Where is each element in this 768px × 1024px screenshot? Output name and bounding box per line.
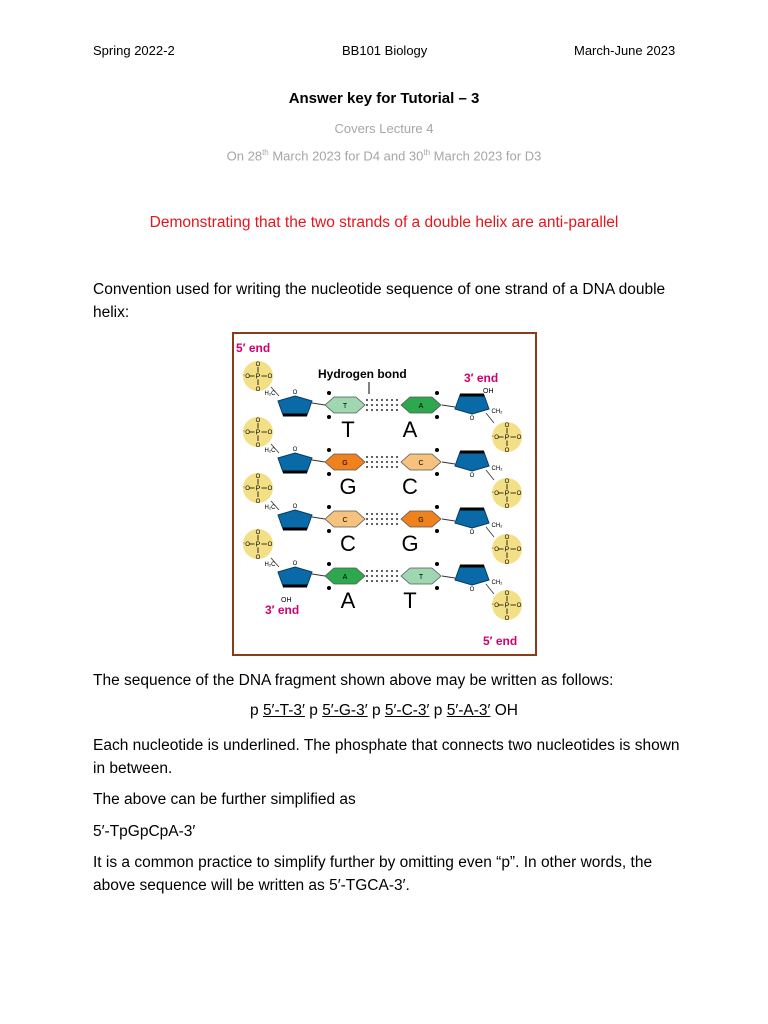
subtitle-lecture: Covers Lecture 4 (334, 121, 434, 136)
atom-dot-1a (327, 391, 331, 395)
atom-dot-4a (327, 562, 331, 566)
label-5-end-top: 5′ end (236, 341, 271, 355)
phosphate-right-4-o-left: ⁻O (491, 603, 499, 609)
big-letter-right-2: C (402, 474, 418, 499)
phosphate-left-3-o-right: O (267, 486, 273, 492)
base-right-1-letter: A (418, 403, 424, 410)
phosphate-right-1-p: P (504, 434, 510, 442)
label-h2c-4: H₂C (264, 562, 276, 568)
phosphate-right-2-o-right: O (516, 491, 522, 497)
phosphate-left-2-p: P (255, 429, 261, 437)
header-center: BB101 Biology (342, 43, 428, 58)
phosphate-left-4-o-top: O (255, 530, 261, 536)
convention-text: Convention used for writing the nucleotide sequence of one strand of a DNA double helix: (93, 281, 666, 321)
atom-dot-3c (435, 505, 439, 509)
sugar-right-o-4: O (469, 587, 475, 593)
phosphate-right-3-o-left: ⁻O (491, 547, 499, 553)
phosphate-right-2-p: P (504, 490, 510, 498)
big-letter-left-1: T (341, 417, 355, 442)
label-h2c-3: H₂C (264, 505, 276, 511)
label-3-end-top: 3′ end (464, 371, 499, 385)
phosphate-left-4-o-left: ⁻O (242, 542, 250, 548)
sugar-left-o-3: O (292, 504, 298, 510)
sugar-right-o-1: O (469, 416, 475, 422)
phosphate-right-2-o-left: ⁻O (491, 491, 499, 497)
phosphate-left-2-o-right: O (267, 430, 273, 436)
atom-dot-4b (327, 586, 331, 590)
phosphate-right-4-o-bottom: O (504, 616, 510, 622)
sequence-intro: The sequence of the DNA fragment shown above may be written as follows: (93, 672, 614, 689)
atom-dot-1d (435, 415, 439, 419)
phosphate-left-1-o-right: O (267, 374, 273, 380)
atom-dot-2b (327, 472, 331, 476)
big-letter-left-2: G (339, 474, 357, 499)
base-right-4-letter: T (418, 574, 424, 581)
sugar-right-o-3: O (469, 530, 475, 536)
base-right-3-letter: G (418, 517, 424, 524)
atom-dot-4d (435, 586, 439, 590)
label-oh-top: OH (483, 388, 494, 395)
subtitle-dates: On 28th March 2023 for D4 and 30th March 2023 for D3 (226, 148, 542, 164)
common-practice-text: It is a common practice to simplify further by omitting even “p”. In other words, the above sequence will be written as 5′-TGCA-3′. (93, 854, 653, 894)
phosphate-left-2-o-left: ⁻O (242, 430, 250, 436)
phosphate-right-4-o-top: O (504, 591, 510, 597)
phosphate-left-3-o-left: ⁻O (242, 486, 250, 492)
atom-dot-2a (327, 448, 331, 452)
phosphate-right-3-o-top: O (504, 535, 510, 541)
sugar-left-o-2: O (292, 447, 298, 453)
atom-dot-3a (327, 505, 331, 509)
base-right-2-letter: C (418, 460, 424, 467)
big-letter-left-3: C (340, 531, 356, 556)
label-hydrogen-bond: Hydrogen bond (318, 367, 407, 381)
label-3-end-bottom: 3′ end (265, 603, 300, 617)
label-ch2-4: CH₂ (491, 580, 503, 586)
atom-dot-2c (435, 448, 439, 452)
base-left-2-letter: G (342, 460, 348, 467)
phosphate-right-2-o-bottom: O (504, 504, 510, 510)
phosphate-left-3-o-top: O (255, 474, 261, 480)
phosphate-left-1-o-left: ⁻O (242, 374, 250, 380)
label-ch2-1: CH₂ (491, 409, 503, 415)
atom-dot-4c (435, 562, 439, 566)
phosphate-right-1-o-right: O (516, 435, 522, 441)
phosphate-left-2-o-bottom: O (255, 443, 261, 449)
label-h2c-1: H₂C (264, 391, 276, 397)
underline-explanation: Each nucleotide is underlined. The phosphate that connects two nucleotides is shown in between. (93, 737, 680, 777)
atom-dot-3b (327, 529, 331, 533)
atom-dot-1c (435, 391, 439, 395)
base-left-1-letter: T (342, 403, 348, 410)
phosphate-right-3-o-bottom: O (504, 560, 510, 566)
phosphate-right-1-o-top: O (504, 423, 510, 429)
sugar-left-o-1: O (292, 390, 298, 396)
phosphate-right-1-o-left: ⁻O (491, 435, 499, 441)
nucleotide-a: 5′-A-3′ (446, 702, 491, 719)
big-letter-right-3: G (401, 531, 419, 556)
phosphate-left-3-p: P (255, 485, 261, 493)
phosphate-left-2-o-top: O (255, 418, 261, 424)
phosphate-right-2-o-top: O (504, 479, 510, 485)
atom-dot-1b (327, 415, 331, 419)
nucleotide-t: 5′-T-3′ (262, 702, 305, 719)
phosphate-left-4-p: P (255, 541, 261, 549)
nucleotide-g: 5′-G-3′ (322, 702, 368, 719)
big-letter-right-4: T (403, 588, 417, 613)
phosphate-right-3-o-right: O (516, 547, 522, 553)
label-5-end-bottom: 5′ end (483, 634, 518, 648)
big-letter-left-4: A (340, 588, 356, 613)
nucleotide-c: 5′-C-3′ (384, 702, 430, 719)
label-ch2-2: CH₂ (491, 466, 503, 472)
phosphate-left-3-o-bottom: O (255, 499, 261, 505)
section-heading: Demonstrating that the two strands of a double helix are anti-parallel (149, 214, 619, 231)
base-left-4-letter: A (342, 574, 348, 581)
label-ch2-3: CH₂ (491, 523, 503, 529)
header-right: March-June 2023 (574, 43, 676, 58)
phosphate-left-4-o-bottom: O (255, 555, 261, 561)
simplify-text: The above can be further simplified as (93, 791, 356, 808)
phosphate-left-1-o-top: O (255, 362, 261, 368)
phosphate-left-1-p: P (255, 373, 261, 381)
base-left-3-letter: C (342, 517, 348, 524)
label-oh-bottom: OH (281, 597, 292, 604)
label-h2c-2: H₂C (264, 448, 276, 454)
phosphate-right-4-o-right: O (516, 603, 522, 609)
phosphate-right-3-p: P (504, 546, 510, 554)
sugar-left-o-4: O (292, 561, 298, 567)
header-left: Spring 2022-2 (93, 43, 175, 58)
sugar-right-o-2: O (469, 473, 475, 479)
simplified-sequence: 5′-TpGpCpA-3′ (93, 823, 196, 840)
sequence-line: p 5′-T-3′ p 5′-G-3′ p 5′-C-3′ p 5′-A-3′ OH (250, 702, 518, 719)
phosphate-right-1-o-bottom: O (504, 448, 510, 454)
atom-dot-3d (435, 529, 439, 533)
dna-figure (232, 332, 537, 656)
phosphate-left-1-o-bottom: O (255, 387, 261, 393)
page-title: Answer key for Tutorial – 3 (288, 90, 480, 107)
phosphate-right-4-p: P (504, 602, 510, 610)
big-letter-right-1: A (402, 417, 418, 442)
phosphate-left-4-o-right: O (267, 542, 273, 548)
atom-dot-2d (435, 472, 439, 476)
